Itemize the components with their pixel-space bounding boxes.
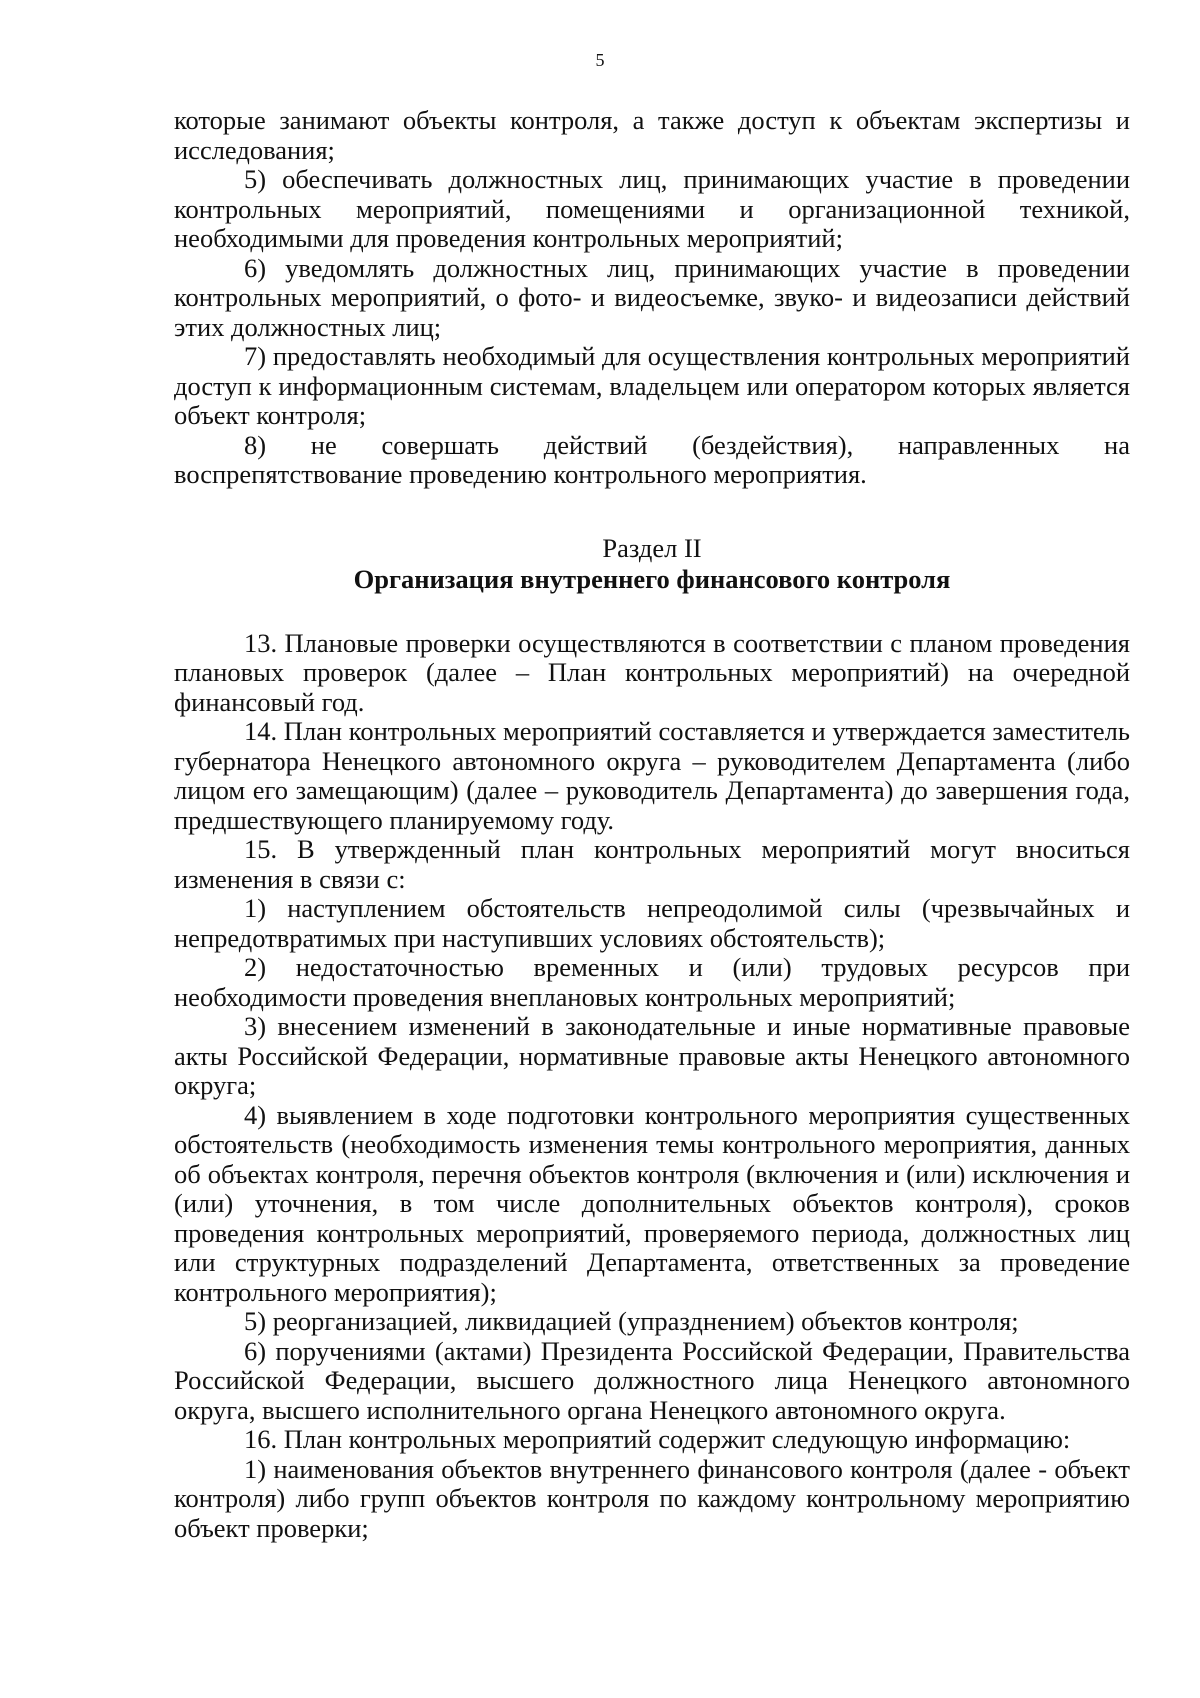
paragraph: 8) не совершать действий (бездействия), направленных на воспрепятствование проведению контрольного мероприятия.	[174, 429, 1130, 489]
list-item: 1) наступлением обстоятельств непреодолимой силы (чрезвычайных и непредотвратимых при наступивших условиях обстоятельств);	[174, 893, 1130, 953]
list-item: 4) выявлением в ходе подготовки контрольного мероприятия существенных обстоятельств (необходимость изменения темы контрольного мероприятия, данных об объектах контроля, перечня объектов контроля (включения и (или) исключения и (или) уточнения, в том числе дополнительных объектов контроля), сроков проведения контрольных мероприятий, проверяемого периода, должностных лиц или структурных подразделений Департамента, ответственных за проведение контрольного мероприятия);	[174, 1099, 1130, 1307]
paragraph: 16. План контрольных мероприятий содержит следующую информацию:	[244, 1424, 1071, 1454]
paragraph: которые занимают объекты контроля, а также доступ к объектам экспертизы и исследования;	[174, 105, 1130, 165]
document-body	[174, 106, 1130, 1543]
paragraph: 7) предоставлять необходимый для осуществления контрольных мероприятий доступ к информационным системам, владельцем или оператором которых является объект контроля;	[174, 341, 1130, 430]
paragraph: 6) уведомлять должностных лиц, принимающих участие в проведении контрольных мероприятий, о фото- и видеосъемке, звуко- и видеозаписи действий этих должностных лиц;	[174, 252, 1130, 342]
list-item: 1) наименования объектов внутреннего финансового контроля (далее - объект контроля) либо групп объектов контроля по каждому контрольному мероприятию объект проверки;	[174, 1453, 1130, 1543]
paragraph: 13. Плановые проверки осуществляются в соответствии с планом проведения плановых проверок (далее – План контрольных мероприятий) на очередной финансовый год.	[174, 627, 1130, 717]
paragraph: 5) обеспечивать должностных лиц, принимающих участие в проведении контрольных мероприятий, помещениями и организационной техникой, необходимыми для проведения контрольных мероприятий;	[174, 164, 1130, 253]
list-item: 6) поручениями (актами) Президента Российской Федерации, Правительства Российской Федерации, высшего должностного лица Ненецкого автономного округа, высшего исполнительного органа Ненецкого автономного округа.	[174, 1335, 1130, 1425]
list-item: 2) недостаточностью временных и (или) трудовых ресурсов при необходимости проведения внеплановых контрольных мероприятий;	[174, 952, 1130, 1012]
paragraph: 15. В утвержденный план контрольных мероприятий могут вноситься изменения в связи с:	[174, 834, 1130, 894]
paragraph: 14. План контрольных мероприятий составляется и утверждается заместитель губернатора Ненецкого автономного округа – руководителем Департамента (либо лицом его замещающим) (далее – руководитель Департамента) до завершения года, предшествующего планируемому году.	[174, 716, 1130, 835]
list-item: 3) внесением изменений в законодательные и иные нормативные правовые акты Российской Федерации, нормативные правовые акты Ненецкого автономного округа;	[174, 1011, 1130, 1100]
section-title: Организация внутреннего финансового контроля	[353, 564, 951, 594]
list-item: 5) реорганизацией, ликвидацией (упразднением) объектов контроля;	[244, 1306, 1019, 1336]
section-label: Раздел II	[602, 532, 702, 563]
page-number: 5	[595, 50, 605, 70]
